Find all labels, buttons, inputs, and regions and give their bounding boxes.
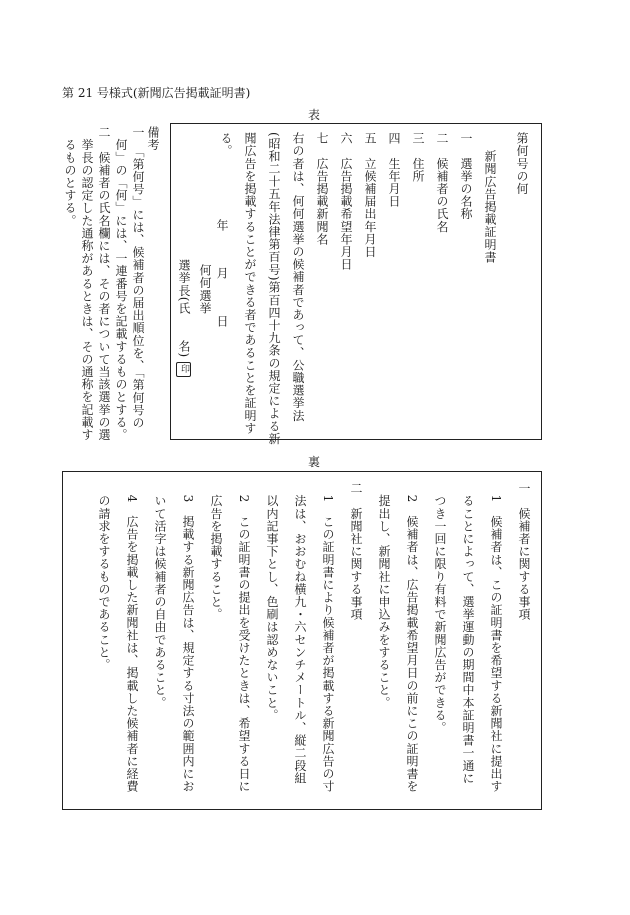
item-newspaper-name: 七 広告掲載新聞名 <box>315 132 329 246</box>
back-line-5: 2 候補者は、広告掲載希望月日の前にこの証明書を <box>405 482 419 793</box>
front-box <box>170 123 542 445</box>
item-election-name: 一 選挙の名称 <box>459 132 473 221</box>
seal-mark: 印 <box>176 362 191 377</box>
item-ad-date: 六 広告掲載希望年月日 <box>339 132 353 271</box>
back-line-9: 法は、おおむね横九・六センチメートル、縦二段組 <box>293 482 307 785</box>
notes-line-1: 一 「第何号」には、候補者の届出順位を、「第何号の <box>131 126 145 429</box>
body-line-4: る。 <box>219 132 233 158</box>
back-line-13: 3 掲載する新聞広告は、規定する寸法の範囲内にお <box>181 482 195 793</box>
back-line-16: の請求をするものであること。 <box>97 482 111 671</box>
notes-line-5: るものとする。 <box>63 126 77 227</box>
notes-line-2: 何」の「何」には、一連番号を記載するものとする。 <box>114 126 128 441</box>
back-line-11: 2 この証明書の提出を受けたときは、希望する日に <box>237 482 251 793</box>
certificate-number: 第何号の何 <box>515 132 529 195</box>
certificate-title: 新聞広告掲載証明書 <box>483 150 497 264</box>
back-line-2: 1 候補者は、この証明書を希望する新聞社に提出す <box>489 482 503 793</box>
front-label: 表 <box>308 108 321 122</box>
back-label: 裏 <box>308 455 321 469</box>
back-line-4: つき一回に限り有料で新聞広告ができる。 <box>433 482 447 734</box>
issue-date: 年 月 日 <box>215 219 229 339</box>
item-address: 三 住所 <box>411 132 425 183</box>
back-line-8: 1 この証明書により候補者が掲載する新聞広告の寸 <box>321 482 335 793</box>
notes-line-4: 挙長の認定した通称があるときは、その通称を記載す <box>80 126 94 441</box>
back-line-12: 広告を掲載すること。 <box>209 482 223 621</box>
notes-heading: 備考 <box>146 126 160 152</box>
back-line-1: 一 候補者に関する事項 <box>517 482 531 621</box>
item-filing-date: 五 立候補届出年月日 <box>363 132 377 258</box>
back-line-7: 二 新聞社に関する事項 <box>349 482 363 621</box>
signer <box>176 259 191 377</box>
item-birthdate: 四 生年月日 <box>387 132 401 208</box>
form-title: 第 21 号様式(新聞広告掲載証明書) <box>62 86 251 100</box>
back-line-3: ることによって、選挙運動の期間中本証明書一通に <box>461 482 475 785</box>
back-line-6: 提出し、新聞社に申込みをすること。 <box>377 482 391 709</box>
back-box <box>62 471 542 810</box>
back-line-14: いて活字は候補者の自由であること。 <box>153 482 167 709</box>
body-line-1: 右の者は、何何選挙の候補者であって、公職選挙法 <box>291 132 305 422</box>
back-line-10: 以内記事下とし、色刷は認めないこと。 <box>265 482 279 722</box>
back-line-15: 4 広告を掲載した新聞社は、掲載した候補者に経費 <box>125 482 139 793</box>
issuing-authority: 何何選挙 <box>198 264 212 315</box>
signer-name: 選挙長(氏 名) <box>177 259 191 358</box>
body-line-2: (昭和二十五年法律第百号)第百四十九条の規定による新 <box>267 132 281 445</box>
notes-line-3: 二 候補者の氏名欄には、その者について当該選挙の選 <box>97 126 111 441</box>
item-candidate-name: 二 候補者の氏名 <box>435 132 449 233</box>
body-line-3: 聞広告を掲載することができる者であることを証明す <box>243 132 257 435</box>
